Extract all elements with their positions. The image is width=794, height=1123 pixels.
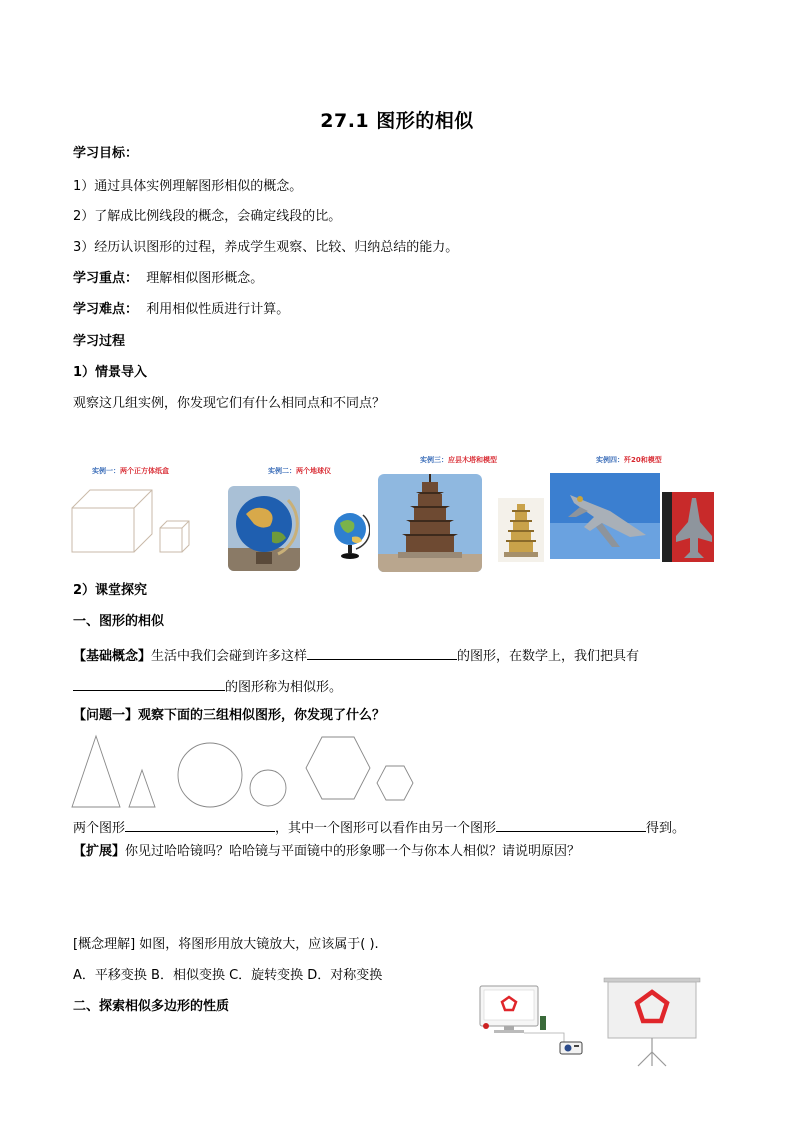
pagoda-model-photo: [498, 498, 544, 562]
key-point-text: 理解相似图形概念。: [146, 271, 264, 286]
projection-illustration: [478, 976, 722, 1068]
intro-question: 观察这几组实例，你发现它们有什么相同点和不同点？: [73, 396, 386, 411]
small-triangle: [129, 770, 155, 807]
concept-options: A．平移变换 B．相似变换 C．旋转变换 D．对称变换: [73, 968, 383, 983]
basic-concept-tag: 【基础概念】: [73, 649, 152, 664]
difficulty-text: 利用相似性质进行计算。: [146, 302, 290, 317]
projector-icon: [560, 1042, 582, 1054]
example-caption-3: 实例三：应县木塔和模型: [420, 456, 497, 464]
large-circle: [178, 743, 242, 807]
page-title: 27.1 图形的相似: [320, 110, 474, 132]
similar-shapes-figure: [68, 732, 428, 812]
key-point: [73, 271, 263, 287]
small-circle: [250, 770, 286, 806]
objective-item-1: 1）通过具体实例理解图形相似的概念。: [73, 179, 303, 194]
example-caption-2: 实例二：两个地球仪: [268, 467, 331, 475]
blank-2[interactable]: [73, 677, 225, 691]
example-caption-1: 实例一：两个正方体纸盒: [92, 467, 169, 475]
blank-4[interactable]: [496, 818, 646, 832]
difficulty: [73, 302, 289, 318]
extend-tag: 【扩展】: [73, 844, 126, 859]
basic-concept-line1: 【基础概念】生活中我们会碰到许多这样 的图形，在数学上，我们把具有: [73, 646, 639, 665]
objective-item-2: 2）了解成比例线段的概念，会确定线段的比。: [73, 209, 342, 224]
example-caption-4: 实例四：歼20和模型: [596, 456, 662, 464]
extend-line: 【扩展】你见过哈哈镜吗？哈哈镜与平面镜中的形象哪一个与你本人相似？请说明原因？: [73, 844, 581, 859]
objectives-heading: 学习目标：: [73, 146, 139, 161]
key-point-label: 学习重点：: [73, 271, 139, 286]
blank-3[interactable]: [125, 818, 275, 832]
concept-question: [概念理解] 如图，将图形用放大镜放大，应该属于( ).: [73, 937, 379, 952]
large-hexagon: [306, 737, 370, 799]
section1-heading: 一、图形的相似: [73, 614, 165, 629]
question-one: 【问题一】观察下面的三组相似图形，你发现了什么？: [73, 708, 386, 723]
fill-line: 两个图形 ，其中一个图形可以看作由另一个图形 得到。: [73, 818, 685, 837]
projection-screen-icon: [604, 978, 700, 1066]
intro-heading: 1）情景导入: [73, 365, 148, 380]
j20-model-photo: [662, 492, 714, 562]
basic-concept-line2: 的图形称为相似形。: [73, 677, 342, 696]
section2-heading: 二、探索相似多边形的性质: [73, 999, 230, 1014]
process-heading: 学习过程: [73, 334, 126, 349]
large-globe-photo: [228, 486, 300, 571]
wooden-pagoda-photo: [378, 474, 482, 572]
difficulty-label: 学习难点：: [73, 302, 139, 317]
cubes-illustration: [68, 486, 200, 556]
explore-heading: 2）课堂探究: [73, 583, 148, 598]
small-globe-photo: [330, 509, 370, 561]
monitor-icon: [480, 986, 546, 1033]
objective-item-3: 3）经历认识图形的过程，养成学生观察、比较、归纳总结的能力。: [73, 240, 459, 255]
j20-jet-photo: [550, 473, 660, 559]
small-hexagon: [377, 766, 413, 800]
blank-1[interactable]: [307, 646, 457, 660]
large-triangle: [72, 736, 120, 807]
